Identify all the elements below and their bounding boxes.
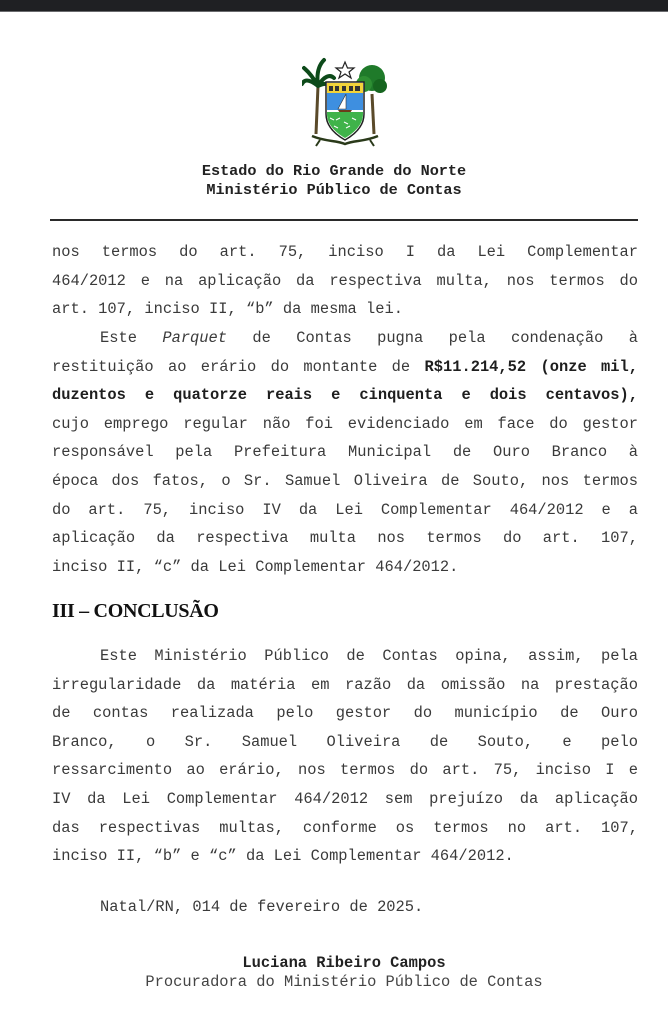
coat-of-arms-icon — [302, 56, 388, 148]
amount-bold: R$11.214,52 (onze mil, — [424, 357, 638, 376]
text-line: art. 107, inciso II, “b” da mesma lei. — [52, 300, 403, 319]
text-span: restituição ao erário do montante de — [52, 357, 425, 376]
signer-role: Procuradora do Ministério Público de Contas — [145, 973, 543, 991]
header-state-name: Estado do Rio Grande do Norte — [201, 162, 467, 180]
text-line: cujo emprego regular não foi evidenciado em face do gestor — [52, 414, 638, 433]
text-line: de contas realizada pelo gestor do município de Ouro — [52, 704, 638, 723]
section-heading: III – CONCLUSÃO — [52, 600, 219, 622]
text-line: do art. 75, inciso IV da Lei Complementar 464/2012 e a — [52, 500, 638, 519]
text-line: das respectivas multas, conforme os termos no art. 107, — [52, 818, 638, 837]
text-line: nos termos do art. 75, inciso I da Lei Complementar — [52, 243, 638, 261]
text-line: inciso II, “b” e “c” da Lei Complementar 464/2012. — [52, 847, 514, 866]
text-span: de Contas pugna pela condenação à — [227, 329, 638, 347]
header-institution-name: Ministério Público de Contas — [206, 181, 462, 199]
amount-words-bold: duzentos e quatorze reais e cinquenta e dois centavos), — [52, 386, 638, 405]
text-span: Este — [100, 329, 163, 347]
text-line: 464/2012 e na aplicação da respectiva multa, nos termos do — [52, 271, 638, 290]
text-line — [52, 353, 638, 382]
paragraph-restitution — [52, 324, 638, 581]
text-line — [52, 381, 638, 410]
text-line: Este Ministério Público de Contas opina, assim, pela — [100, 647, 638, 665]
text-line: responsável pela Prefeitura Municipal de Ouro Branco à — [52, 443, 638, 462]
text-line: inciso II, “c” da Lei Complementar 464/2012. — [52, 557, 459, 576]
text-line: época dos fatos, o Sr. Samuel Oliveira de Souto, nos termos — [52, 471, 638, 490]
italic-term: Parquet — [162, 329, 227, 347]
header-divider — [50, 219, 638, 221]
text-line: IV da Lei Complementar 464/2012 sem prejuízo da aplicação — [52, 789, 638, 808]
text-line — [52, 324, 638, 353]
paragraph-conclusion — [52, 642, 638, 871]
text-line: ressarcimento ao erário, nos termos do art. 75, inciso I e — [52, 761, 638, 780]
signer-name: Luciana Ribeiro Campos — [242, 954, 446, 972]
text-line: aplicação da respectiva multa nos termos do art. 107, — [52, 529, 638, 548]
place-date: Natal/RN, 014 de fevereiro de 2025. — [100, 898, 424, 916]
top-bar — [0, 0, 668, 12]
text-line: Branco, o Sr. Samuel Oliveira de Souto, e pelo — [52, 732, 638, 751]
text-line: irregularidade da matéria em razão da omissão na prestação — [52, 675, 638, 694]
paragraph-continuation — [52, 238, 638, 324]
